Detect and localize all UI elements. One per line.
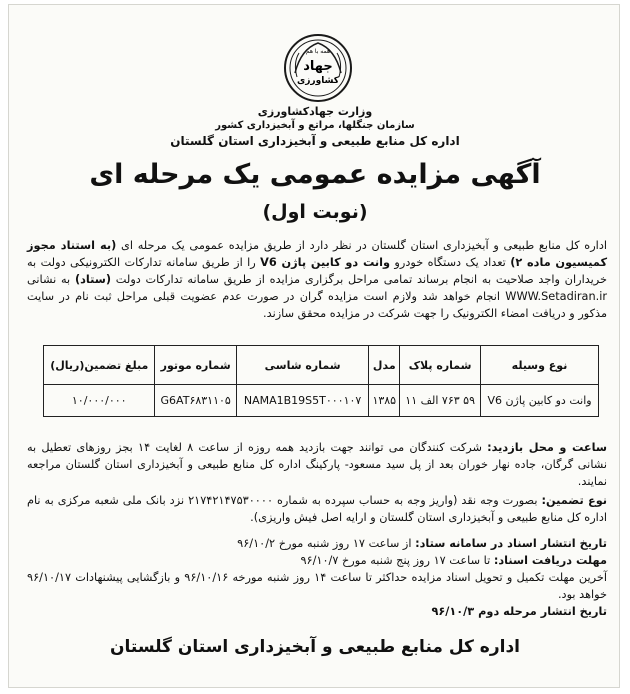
organization-name: سازمان جنگلها، مراتع و آبخیزداری کشور [215, 120, 415, 131]
receive-line [27, 552, 607, 569]
table-row [44, 385, 599, 417]
header-model: مدل [369, 346, 400, 385]
notice-title: آگهی مزایده عمومی یک مرحله ای [89, 159, 541, 190]
ministry-name: وزارت جهادکشاورزی [257, 105, 373, 118]
deadline-line: آخرین مهلت تکمیل و تحویل اسناد مزایده حداکثر تا ساعت ۱۴ روز شنبه مورخه ۹۶/۱۰/۱۶ و بازگشایی پیشنهادات ۹۶/۱۰/۱۷ خواهد بود. [27, 571, 607, 601]
cell-plate-number: ۵۹ ۷۶۳ الف ۱۱ [400, 385, 481, 417]
receive-label: مهلت دریافت اسناد: [493, 554, 607, 567]
notice-subtitle: (نوبت اول) [262, 201, 368, 223]
logo-top-text: همه با هم [305, 48, 331, 55]
guarantee-label: نوع تضمین: [541, 494, 608, 507]
intro-paragraph [27, 237, 607, 322]
header-guarantee-amount: مبلغ تضمین(ریال) [44, 346, 155, 385]
publish-label: تاریخ انتشار اسناد در سامانه ستاد: [415, 537, 607, 550]
header-engine-number: شماره موتور [155, 346, 236, 385]
visit-section [27, 439, 607, 490]
intro-bold-2: وانت دو کابین پاژن V6 [260, 256, 391, 269]
vehicle-table [43, 345, 599, 417]
receive-text: تا ساعت ۱۷ روز پنج شنبه مورخ ۹۶/۱۰/۷ [300, 554, 494, 567]
logo-sub-text: کشاورزی [297, 76, 339, 86]
header-vehicle-type: نوع وسیله [481, 346, 599, 385]
intro-text-4: به نشانی WWW.Setadiran.ir انجام خواهد شد ولازم است مزایده گران در صورت عدم عضویت قبلی مراحل ثبت نام در سایت مذکور و دریافت امضاء الکترونیک را جهت شرکت در مزایده محقق سازند. [27, 273, 607, 320]
publish-text: از ساعت ۱۷ روز شنبه مورخ ۹۶/۱۰/۲ [237, 537, 416, 550]
department-name: اداره کل منابع طبیعی و آبخیزداری استان گلستان [170, 134, 460, 148]
cell-vehicle-type: وانت دو کابین پاژن V6 [481, 385, 599, 417]
dates-section [27, 535, 607, 620]
intro-bold-3: (ستاد) [74, 273, 112, 286]
cell-model: ۱۳۸۵ [369, 385, 400, 417]
cell-guarantee-amount: ۱۰/۰۰۰/۰۰۰ [44, 385, 155, 417]
guarantee-text: بصورت وجه نقد (واریز وجه به حساب سپرده به شماره ۲۱۷۴۲۱۴۷۵۳۰۰۰۰ نزد بانک ملی شعبه مرکزی به نام اداره کل منابع طبیعی و آبخیزداری استان گلستان و ارایه اصل فیش واریزی). [27, 494, 607, 524]
logo-main-text: جهاد [303, 59, 333, 74]
intro-text-1: اداره کل منابع طبیعی و آبخیزداری استان گلستان در نظر دارد از طریق مزایده عمومی یک مرحله ای [116, 239, 607, 252]
visit-label: ساعت و محل بازدید: [487, 441, 607, 454]
header-chassis-number: شماره شاسی [236, 346, 368, 385]
notice-sheet [8, 4, 620, 688]
intro-text-3: را از طریق سامانه تدارکات الکترونیکی دولت به خریداران واجد صلاحیت به انجام برساند تمامی مراحل برگزاری مزایده از طریق سامانه تدارکات دولت [27, 256, 607, 286]
cell-chassis-number: NAMA1B19S5T۰۰۰۱۰۷ [236, 385, 368, 417]
second-stage-line: تاریخ انتشار مرحله دوم ۹۶/۱۰/۳ [431, 605, 607, 618]
header-plate-number: شماره پلاک [400, 346, 481, 385]
intro-text-2: تعداد یک دستگاه خودرو [390, 256, 511, 269]
publish-line [27, 535, 607, 552]
intro-bold-1: (به استناد مجوز کمیسیون ماده ۲) [27, 239, 608, 269]
footer-signature: اداره کل منابع طبیعی و آبخیزداری استان گلستان [109, 637, 521, 657]
cell-engine-number: G6AT۶۸۳۱۱۰۵ [155, 385, 236, 417]
visit-text: شرکت کنندگان می توانند جهت بازدید همه روزه از ساعت ۸ لغایت ۱۴ بجز روزهای تعطیل به نشانی گرگان، جاده نهار خوران بعد از پل سید مسعود- پارکینگ اداره کل منابع طبیعی و آبخیزداری استان گلستان مراجعه نمایند. [27, 441, 607, 488]
table-header-row [44, 346, 599, 385]
jihad-agriculture-logo [283, 33, 353, 103]
guarantee-section [27, 492, 607, 526]
